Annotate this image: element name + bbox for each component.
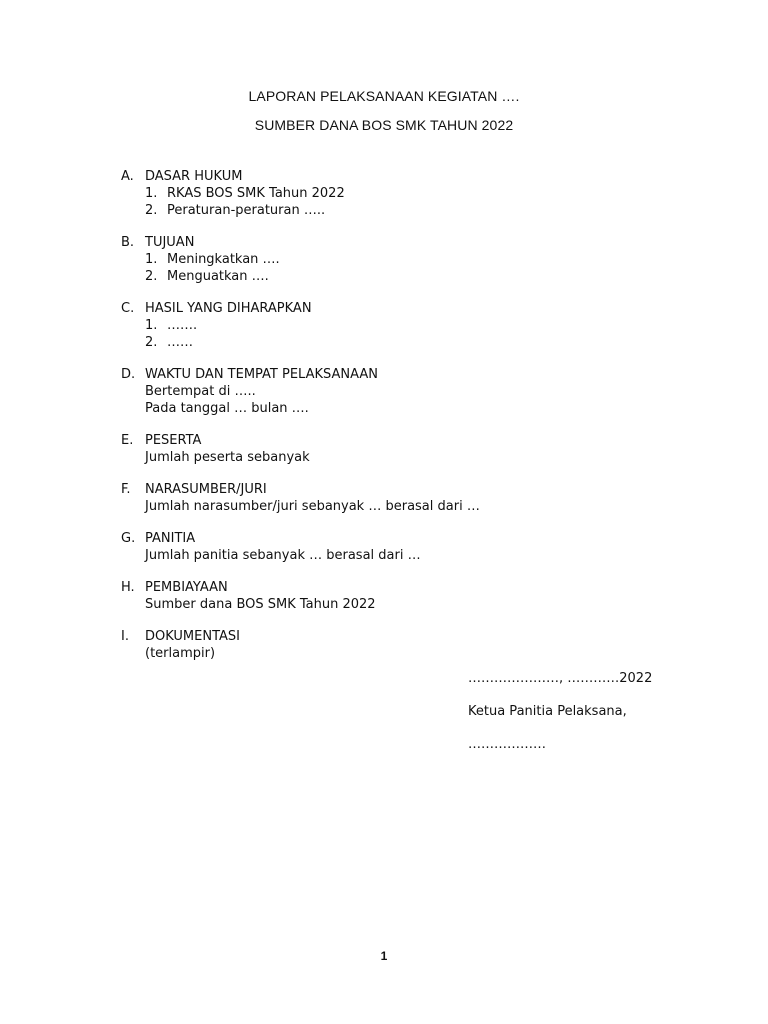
section-heading-text: TUJUAN (145, 235, 195, 250)
section-heading-text: HASIL YANG DIHARAPKAN (145, 301, 312, 316)
section-heading (121, 432, 681, 449)
section-heading-text: DASAR HUKUM (145, 169, 243, 184)
signature-name: ……………… (468, 737, 546, 752)
signature-role: Ketua Panitia Pelaksana, (468, 704, 627, 719)
report-section (121, 481, 681, 515)
section-body-line: Sumber dana BOS SMK Tahun 2022 (145, 597, 376, 612)
section-heading (121, 481, 681, 498)
list-item (145, 268, 681, 285)
report-section (121, 234, 681, 285)
section-body (145, 383, 681, 417)
signature-block (468, 670, 652, 753)
section-letter: E. (121, 433, 134, 448)
section-body-line: (terlampir) (145, 646, 216, 661)
section-body-line: Bertempat di ….. (145, 384, 256, 399)
list-item-number: 2. (145, 203, 158, 218)
list-item-number: 1. (145, 186, 158, 201)
section-heading (121, 530, 681, 547)
section-body-line: Pada tanggal … bulan …. (145, 401, 309, 416)
section-letter: I. (121, 629, 129, 644)
list-item-text: Peraturan-peraturan ….. (167, 203, 326, 218)
numbered-list (145, 317, 681, 351)
section-heading-text: PEMBIAYAAN (145, 580, 228, 595)
list-item-text: Menguatkan …. (167, 269, 269, 284)
list-item (145, 251, 681, 268)
list-item (145, 185, 681, 202)
list-item-text: ……. (167, 318, 198, 333)
report-section (121, 168, 681, 219)
section-letter: H. (121, 580, 135, 595)
section-letter: A. (121, 169, 134, 184)
list-item-number: 2. (145, 335, 158, 350)
report-sections (121, 168, 681, 677)
document-title: LAPORAN PELAKSANAAN KEGIATAN …. (248, 88, 520, 104)
page-number: 1 (380, 949, 388, 963)
report-section (121, 366, 681, 417)
section-body (145, 498, 681, 515)
list-item-number: 1. (145, 252, 158, 267)
list-item (145, 202, 681, 219)
section-letter: F. (121, 482, 131, 497)
section-body (145, 449, 681, 466)
section-letter: D. (121, 367, 136, 382)
section-heading (121, 366, 681, 383)
signature-place-date: …………………, …………2022 (468, 671, 653, 686)
section-heading-text: PANITIA (145, 531, 196, 546)
numbered-list (145, 185, 681, 219)
report-section (121, 579, 681, 613)
section-heading-text: NARASUMBER/JURI (145, 482, 267, 497)
section-body (145, 596, 681, 613)
list-item-text: Meningkatkan …. (167, 252, 280, 267)
report-section (121, 628, 681, 662)
section-body-line: Jumlah panitia sebanyak … berasal dari … (145, 548, 421, 563)
section-heading-text: PESERTA (145, 433, 202, 448)
section-body (145, 547, 681, 564)
report-section (121, 530, 681, 564)
numbered-list (145, 251, 681, 285)
list-item-text: …… (167, 335, 193, 350)
section-heading (121, 300, 681, 317)
section-heading (121, 168, 681, 185)
list-item-number: 2. (145, 269, 158, 284)
section-heading-text: DOKUMENTASI (145, 629, 240, 644)
document-subtitle: SUMBER DANA BOS SMK TAHUN 2022 (254, 117, 514, 133)
list-item (145, 334, 681, 351)
section-body (145, 645, 681, 662)
section-letter: B. (121, 235, 135, 250)
report-section (121, 432, 681, 466)
section-letter: C. (121, 301, 135, 316)
report-section (121, 300, 681, 351)
section-body-line: Jumlah peserta sebanyak (145, 450, 310, 465)
section-body-line: Jumlah narasumber/juri sebanyak … berasal dari … (145, 499, 480, 514)
section-heading (121, 628, 681, 645)
list-item-text: RKAS BOS SMK Tahun 2022 (167, 186, 345, 201)
section-heading (121, 234, 681, 251)
section-letter: G. (121, 531, 136, 546)
list-item-number: 1. (145, 318, 158, 333)
section-heading-text: WAKTU DAN TEMPAT PELAKSANAAN (145, 367, 379, 382)
list-item (145, 317, 681, 334)
section-heading (121, 579, 681, 596)
